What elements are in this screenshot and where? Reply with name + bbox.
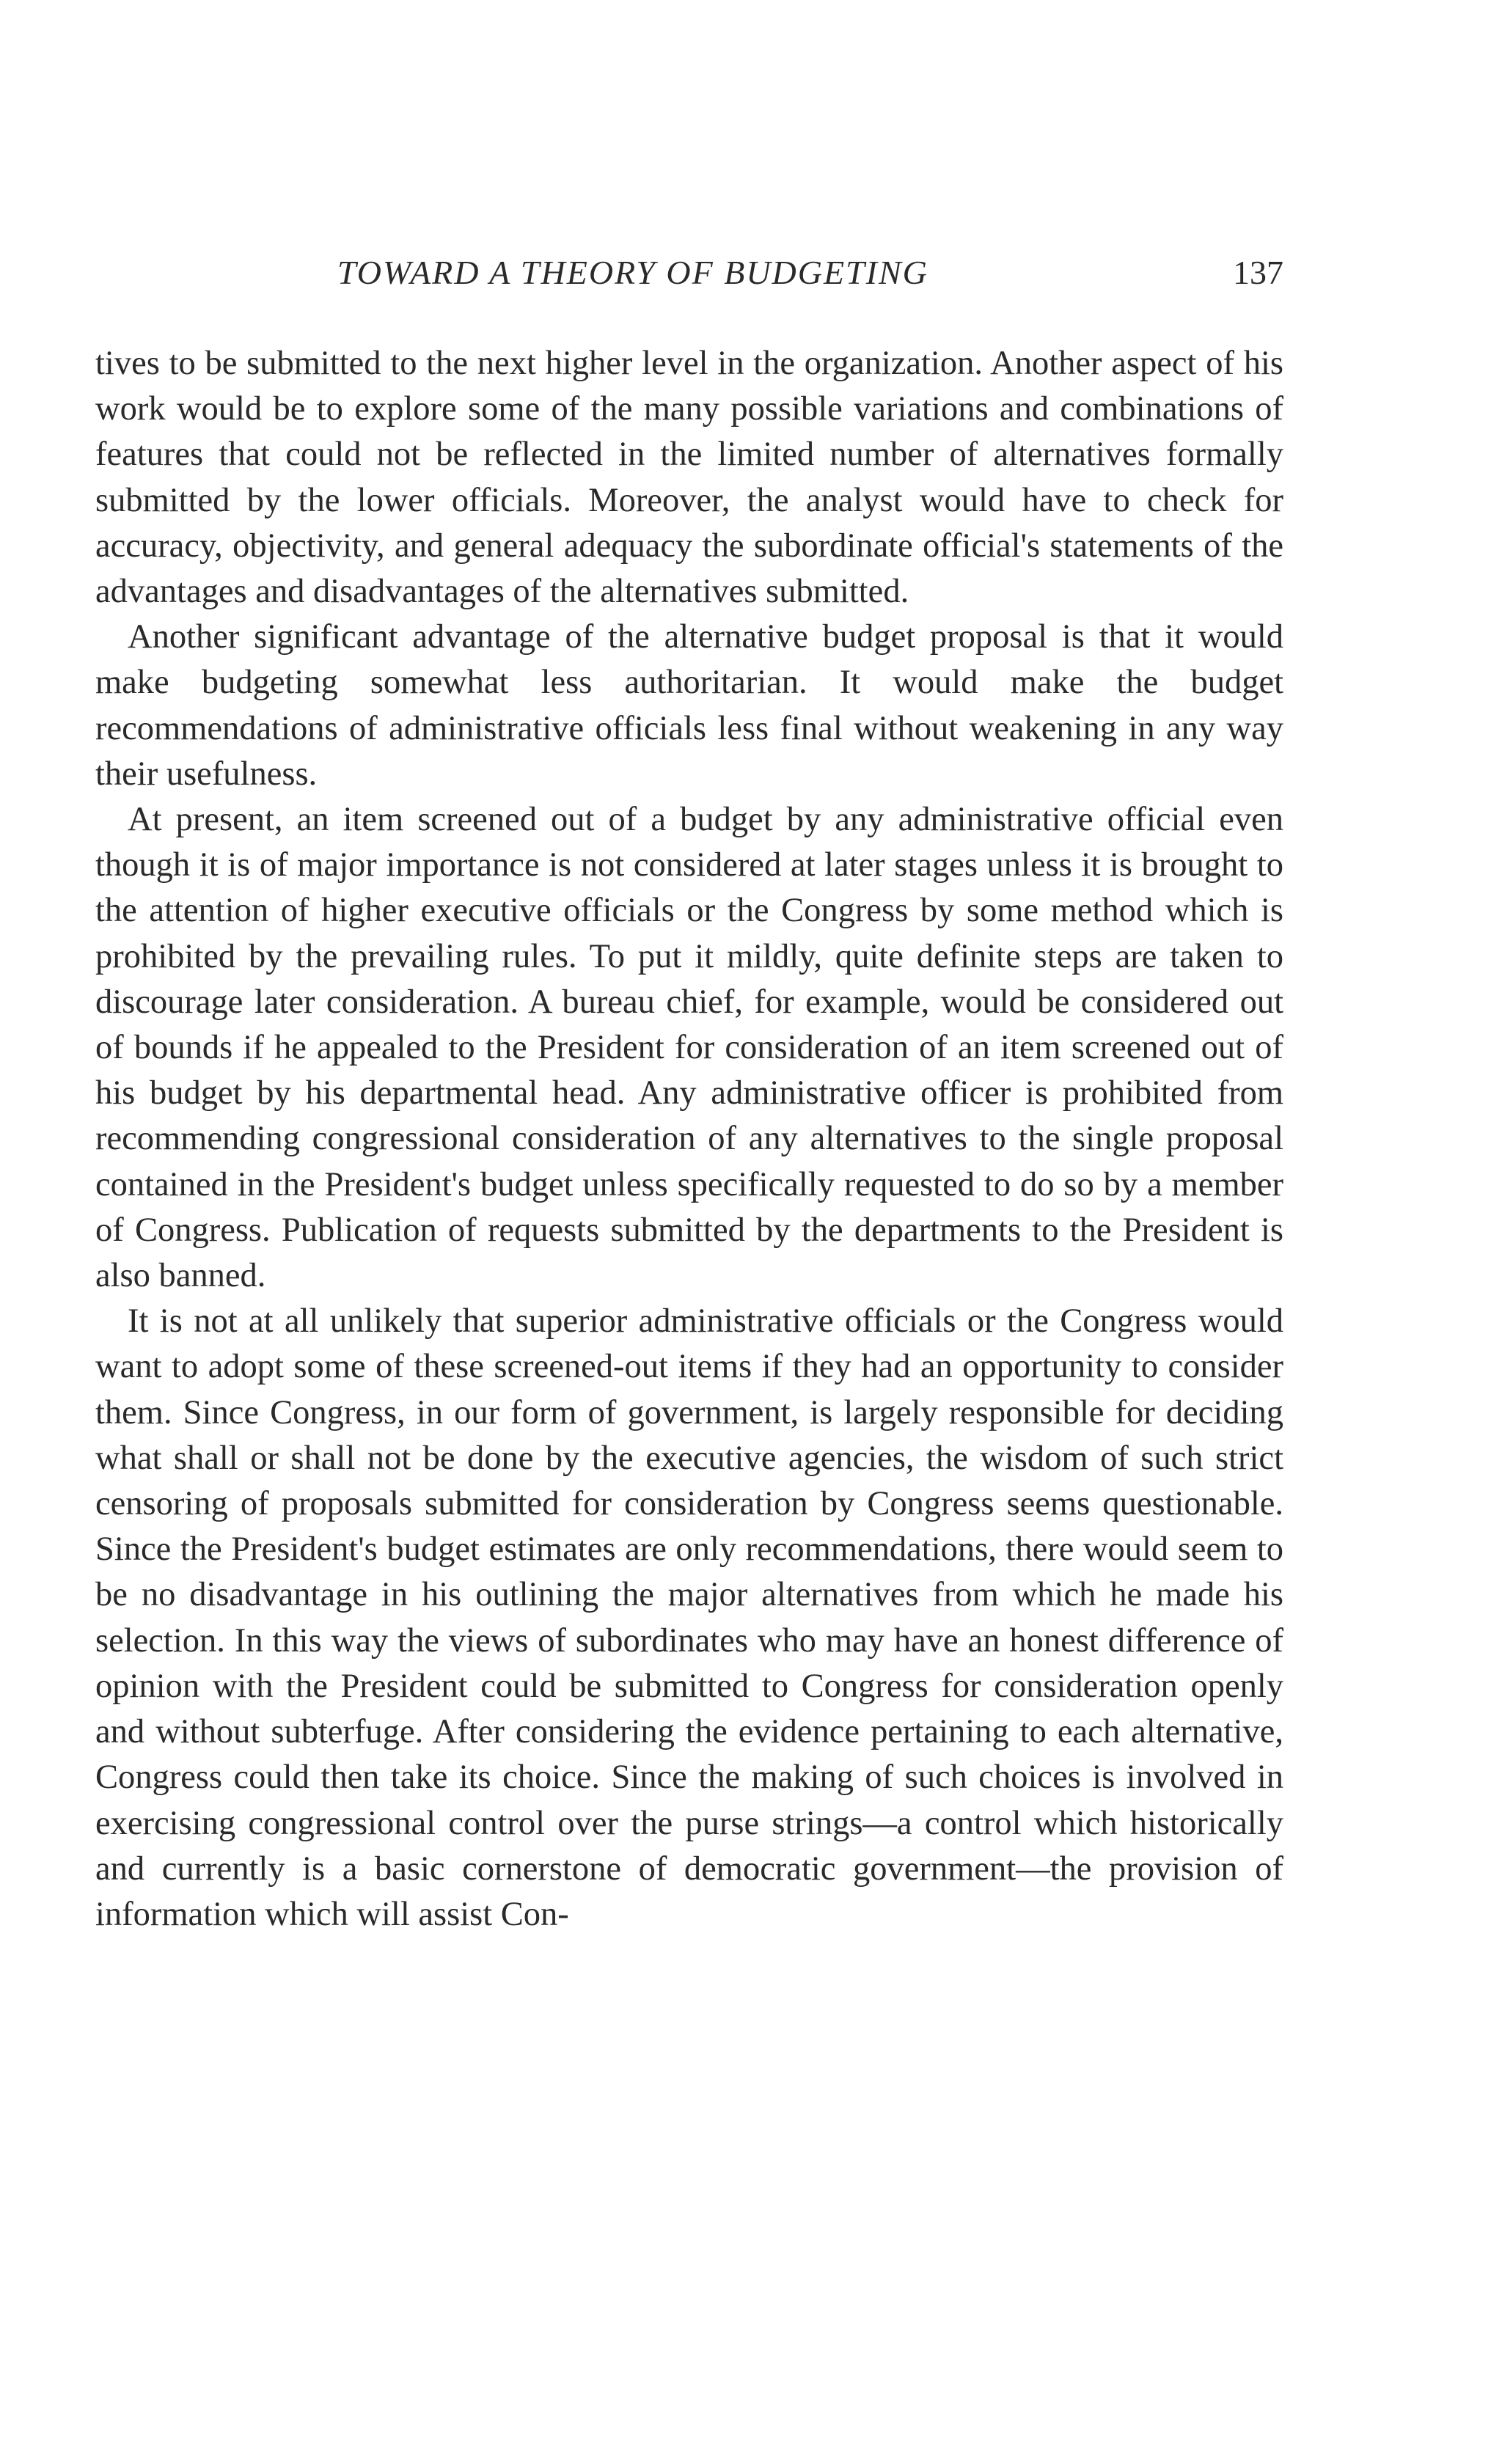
paragraph: It is not at all unlikely that superior administrative officials or the Congress would want to adopt some of these screened-out items if they had an opportunity to consider them. Since Congress, in our form of government, is largely responsible for deciding what shall or shall not be done by the executive agencies, the wisdom of such strict censoring of proposals submitted for consideration by Congress seems questionable. Since the President's budget estimates are only recommendations, there would seem to be no disadvantage in his outlining the major alternatives from which he made his selection. In this way the views of subordinates who may have an honest difference of opinion with the President could be submitted to Congress for consideration openly and without subterfuge. After considering the evidence pertaining to each alternative, Congress could then take its choice. Since the making of such choices is involved in exercising congressional control over the purse strings—a control which historically and currently is a basic cornerstone of democratic government—the provision of information which will assist Con- — [95, 1302, 1283, 1933]
body-text — [95, 341, 1283, 1937]
paragraph-continued: tives to be submitted to the next higher level in the organization. Another aspect of his work would be to explore some of the many possible variations and combinations of features that could not be reflected in the limited number of alternatives formally submitted by the lower officials. Moreover, the analyst would have to check for accuracy, objectivity, and general adequacy the subordinate official's statements of the advantages and disadvantages of the alternatives submitted. — [95, 345, 1283, 611]
paragraph: Another significant advantage of the alternative budget proposal is that it would make budgeting somewhat less authoritarian. It would make the budget recommendations of administrative officials less final without weakening in any way their usefulness. — [95, 618, 1283, 793]
page-header — [95, 253, 1283, 304]
running-title: TOWARD A THEORY OF BUDGETING — [337, 254, 928, 291]
page-number: 137 — [1233, 254, 1283, 291]
paragraph: At present, an item screened out of a budget by any administrative official even though it is of major importance is not considered at later stages unless it is brought to the attention of higher executive officials or the Congress by some method which is prohibited by the prevailing rules. To put it mildly, quite definite steps are taken to discourage later consideration. A bureau chief, for example, would be considered out of bounds if he appealed to the President for consideration of an item screened out of his budget by his departmental head. Any administrative officer is prohibited from recommending congressional consideration of any alternatives to the single proposal contained in the President's budget unless specifically requested to do so by a member of Congress. Publication of requests submitted by the departments to the President is also banned. — [95, 801, 1283, 1295]
